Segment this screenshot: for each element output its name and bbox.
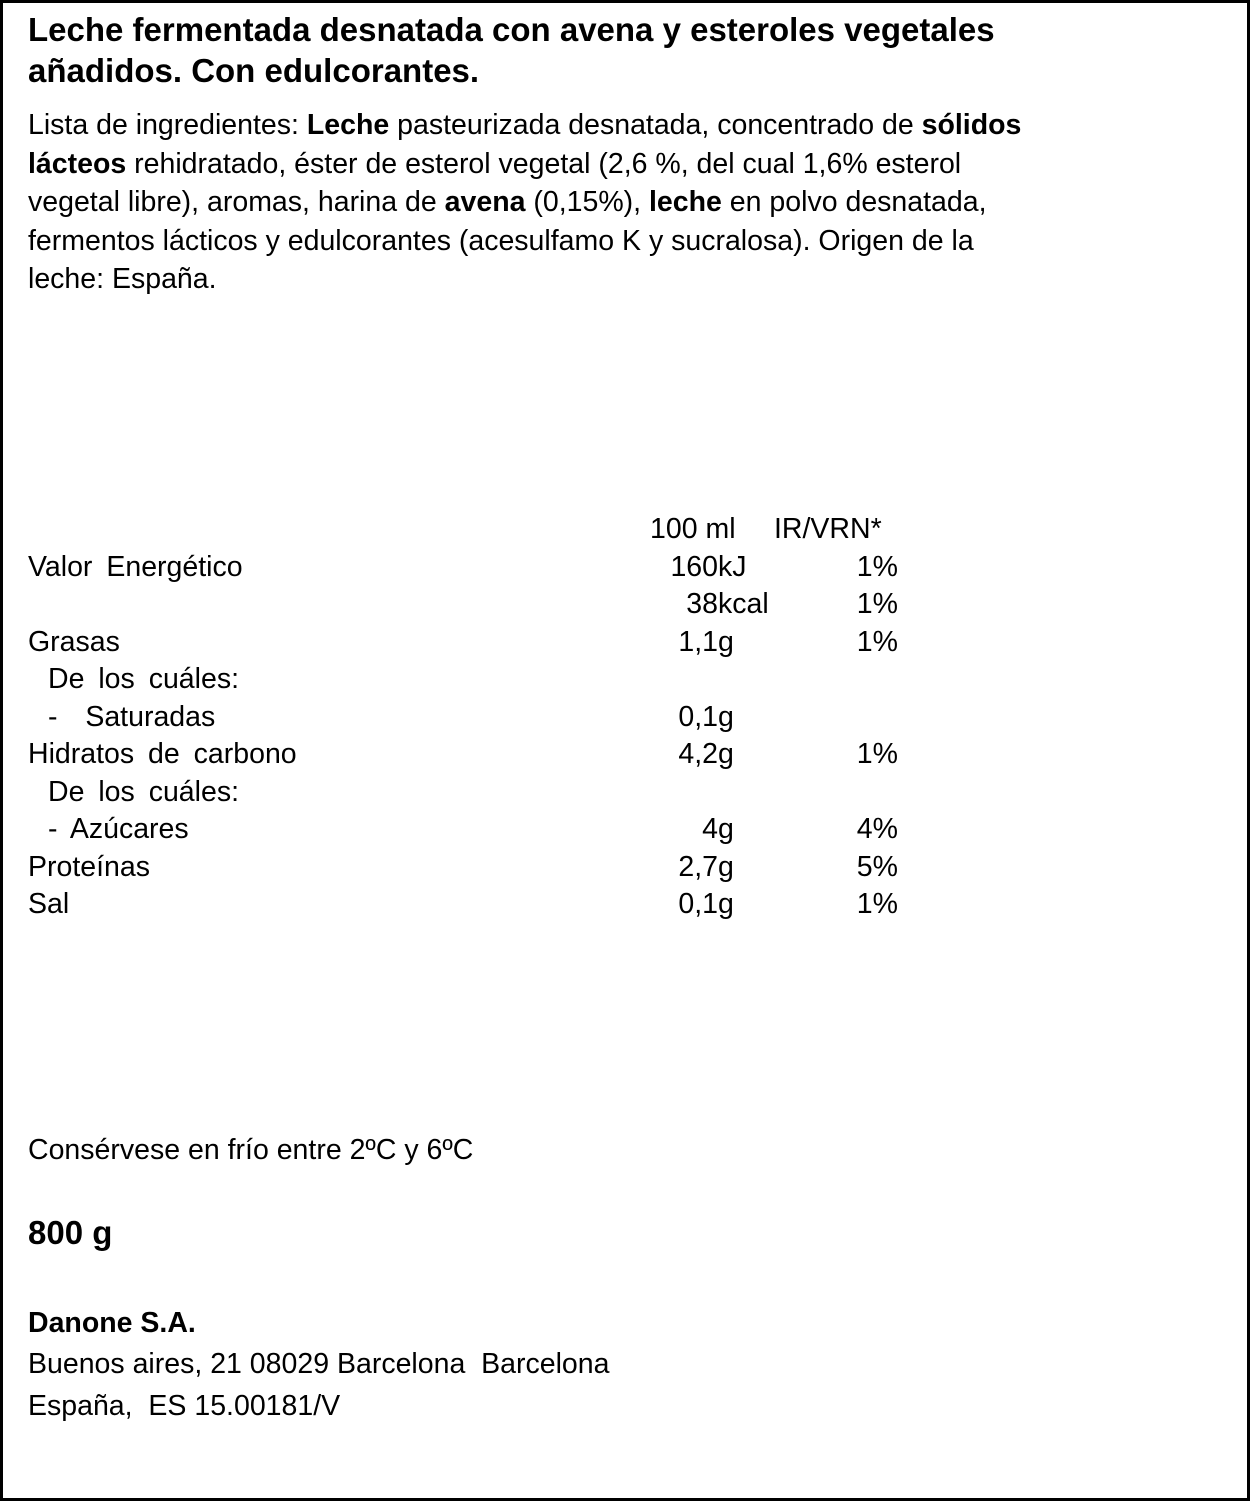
nutrient-unit: g	[718, 850, 734, 883]
product-title	[28, 9, 1250, 91]
nutrition-row	[28, 624, 928, 662]
ingredient-allergen: avena	[444, 186, 526, 218]
nutrient-unit: g	[718, 700, 734, 733]
nutrition-row	[28, 886, 928, 924]
company-name: Danone S.A.	[28, 1307, 196, 1339]
nutrient-percent: 1%	[856, 888, 898, 920]
nutrient-label: De los cuáles:	[48, 663, 240, 695]
ingredient-text: Lista de ingredientes:	[28, 109, 307, 141]
ingredients-line-5	[28, 260, 1188, 299]
ingredient-text: en polvo desnatada,	[721, 186, 987, 218]
nutrient-value: 4	[702, 813, 718, 845]
nutrient-percent: 4%	[856, 813, 898, 845]
nutrition-row	[28, 699, 928, 737]
nutrient-percent: 1%	[856, 550, 898, 583]
nutrient-percent: 1%	[856, 625, 898, 658]
nutrient-unit: g	[718, 813, 734, 845]
ingredient-text: leche: España.	[28, 263, 217, 295]
product-title-line-1: Leche fermentada desnatada con avena y esteroles vegetales	[28, 11, 995, 48]
nutrition-row	[28, 774, 928, 812]
net-weight: 800 g	[28, 1214, 113, 1251]
ingredient-text: rehidratado, éster de esterol vegetal (2,6 %, del cual 1,6% esterol	[126, 147, 962, 180]
product-title-line-2: añadidos. Con edulcorantes.	[28, 52, 480, 89]
nutrient-unit: kcal	[718, 588, 769, 620]
header-ir-vrn: IR/VRN*	[774, 513, 882, 545]
nutrient-label: Sal	[28, 888, 70, 920]
nutrition-header	[28, 511, 928, 549]
ingredient-text: (0,15%),	[525, 186, 649, 218]
nutrient-percent: 1%	[856, 588, 898, 620]
nutrient-percent: 1%	[856, 738, 898, 770]
nutrient-unit: g	[718, 888, 734, 920]
nutrient-unit: kJ	[718, 550, 747, 583]
ingredients-list	[28, 106, 1188, 299]
nutrition-row	[28, 736, 928, 774]
ingredients-line-2	[28, 145, 1188, 184]
ingredients-line-1	[28, 106, 1188, 145]
nutrition-row	[28, 549, 928, 587]
nutrient-label: Hidratos de carbono	[28, 738, 297, 770]
nutrient-value: 38	[686, 588, 718, 620]
nutrient-unit: g	[718, 625, 734, 658]
nutrient-label: - Azúcares	[48, 813, 189, 845]
nutrient-unit: g	[718, 738, 734, 770]
company-address-line-2: España, ES 15.00181/V	[28, 1390, 341, 1422]
ingredient-text: pasteurizada desnatada, concentrado de	[389, 109, 922, 141]
nutrition-row	[28, 811, 928, 849]
ingredient-allergen: sólidos	[921, 109, 1022, 141]
ingredient-allergen: Leche	[306, 109, 390, 141]
nutrient-value: 160	[670, 550, 718, 583]
ingredient-text: vegetal libre), aromas, harina de	[28, 186, 445, 218]
nutrient-value: 0,1	[678, 888, 718, 920]
nutrition-table	[28, 511, 928, 924]
nutrient-percent: 5%	[856, 850, 898, 883]
nutrient-label: Proteínas	[28, 850, 150, 883]
ingredient-allergen: lácteos	[28, 147, 127, 180]
header-per-100ml: 100 ml	[650, 513, 736, 545]
nutrition-row	[28, 661, 928, 699]
nutrient-label: Grasas	[28, 625, 120, 658]
nutrient-value: 0,1	[678, 700, 718, 733]
ingredient-text: fermentos lácticos y edulcorantes (acesulfamo K y sucralosa). Origen de la	[28, 224, 974, 257]
storage-instructions: Consérvese en frío entre 2ºC y 6ºC	[28, 1134, 474, 1166]
nutrient-value: 4,2	[678, 738, 718, 770]
nutrition-row	[28, 849, 928, 887]
nutrition-row	[28, 586, 928, 624]
nutrient-value: 2,7	[678, 850, 718, 883]
nutrient-label: De los cuáles:	[48, 775, 240, 808]
nutrient-label: Valor Energético	[28, 550, 243, 583]
nutrient-label: - Saturadas	[48, 700, 216, 733]
ingredients-line-4	[28, 222, 1188, 261]
ingredients-line-3	[28, 183, 1188, 222]
ingredient-allergen: leche	[649, 186, 722, 218]
nutrition-rows	[28, 549, 928, 924]
company-address-line-1: Buenos aires, 21 08029 Barcelona Barcelona	[28, 1348, 610, 1380]
nutrient-value: 1,1	[678, 625, 718, 658]
